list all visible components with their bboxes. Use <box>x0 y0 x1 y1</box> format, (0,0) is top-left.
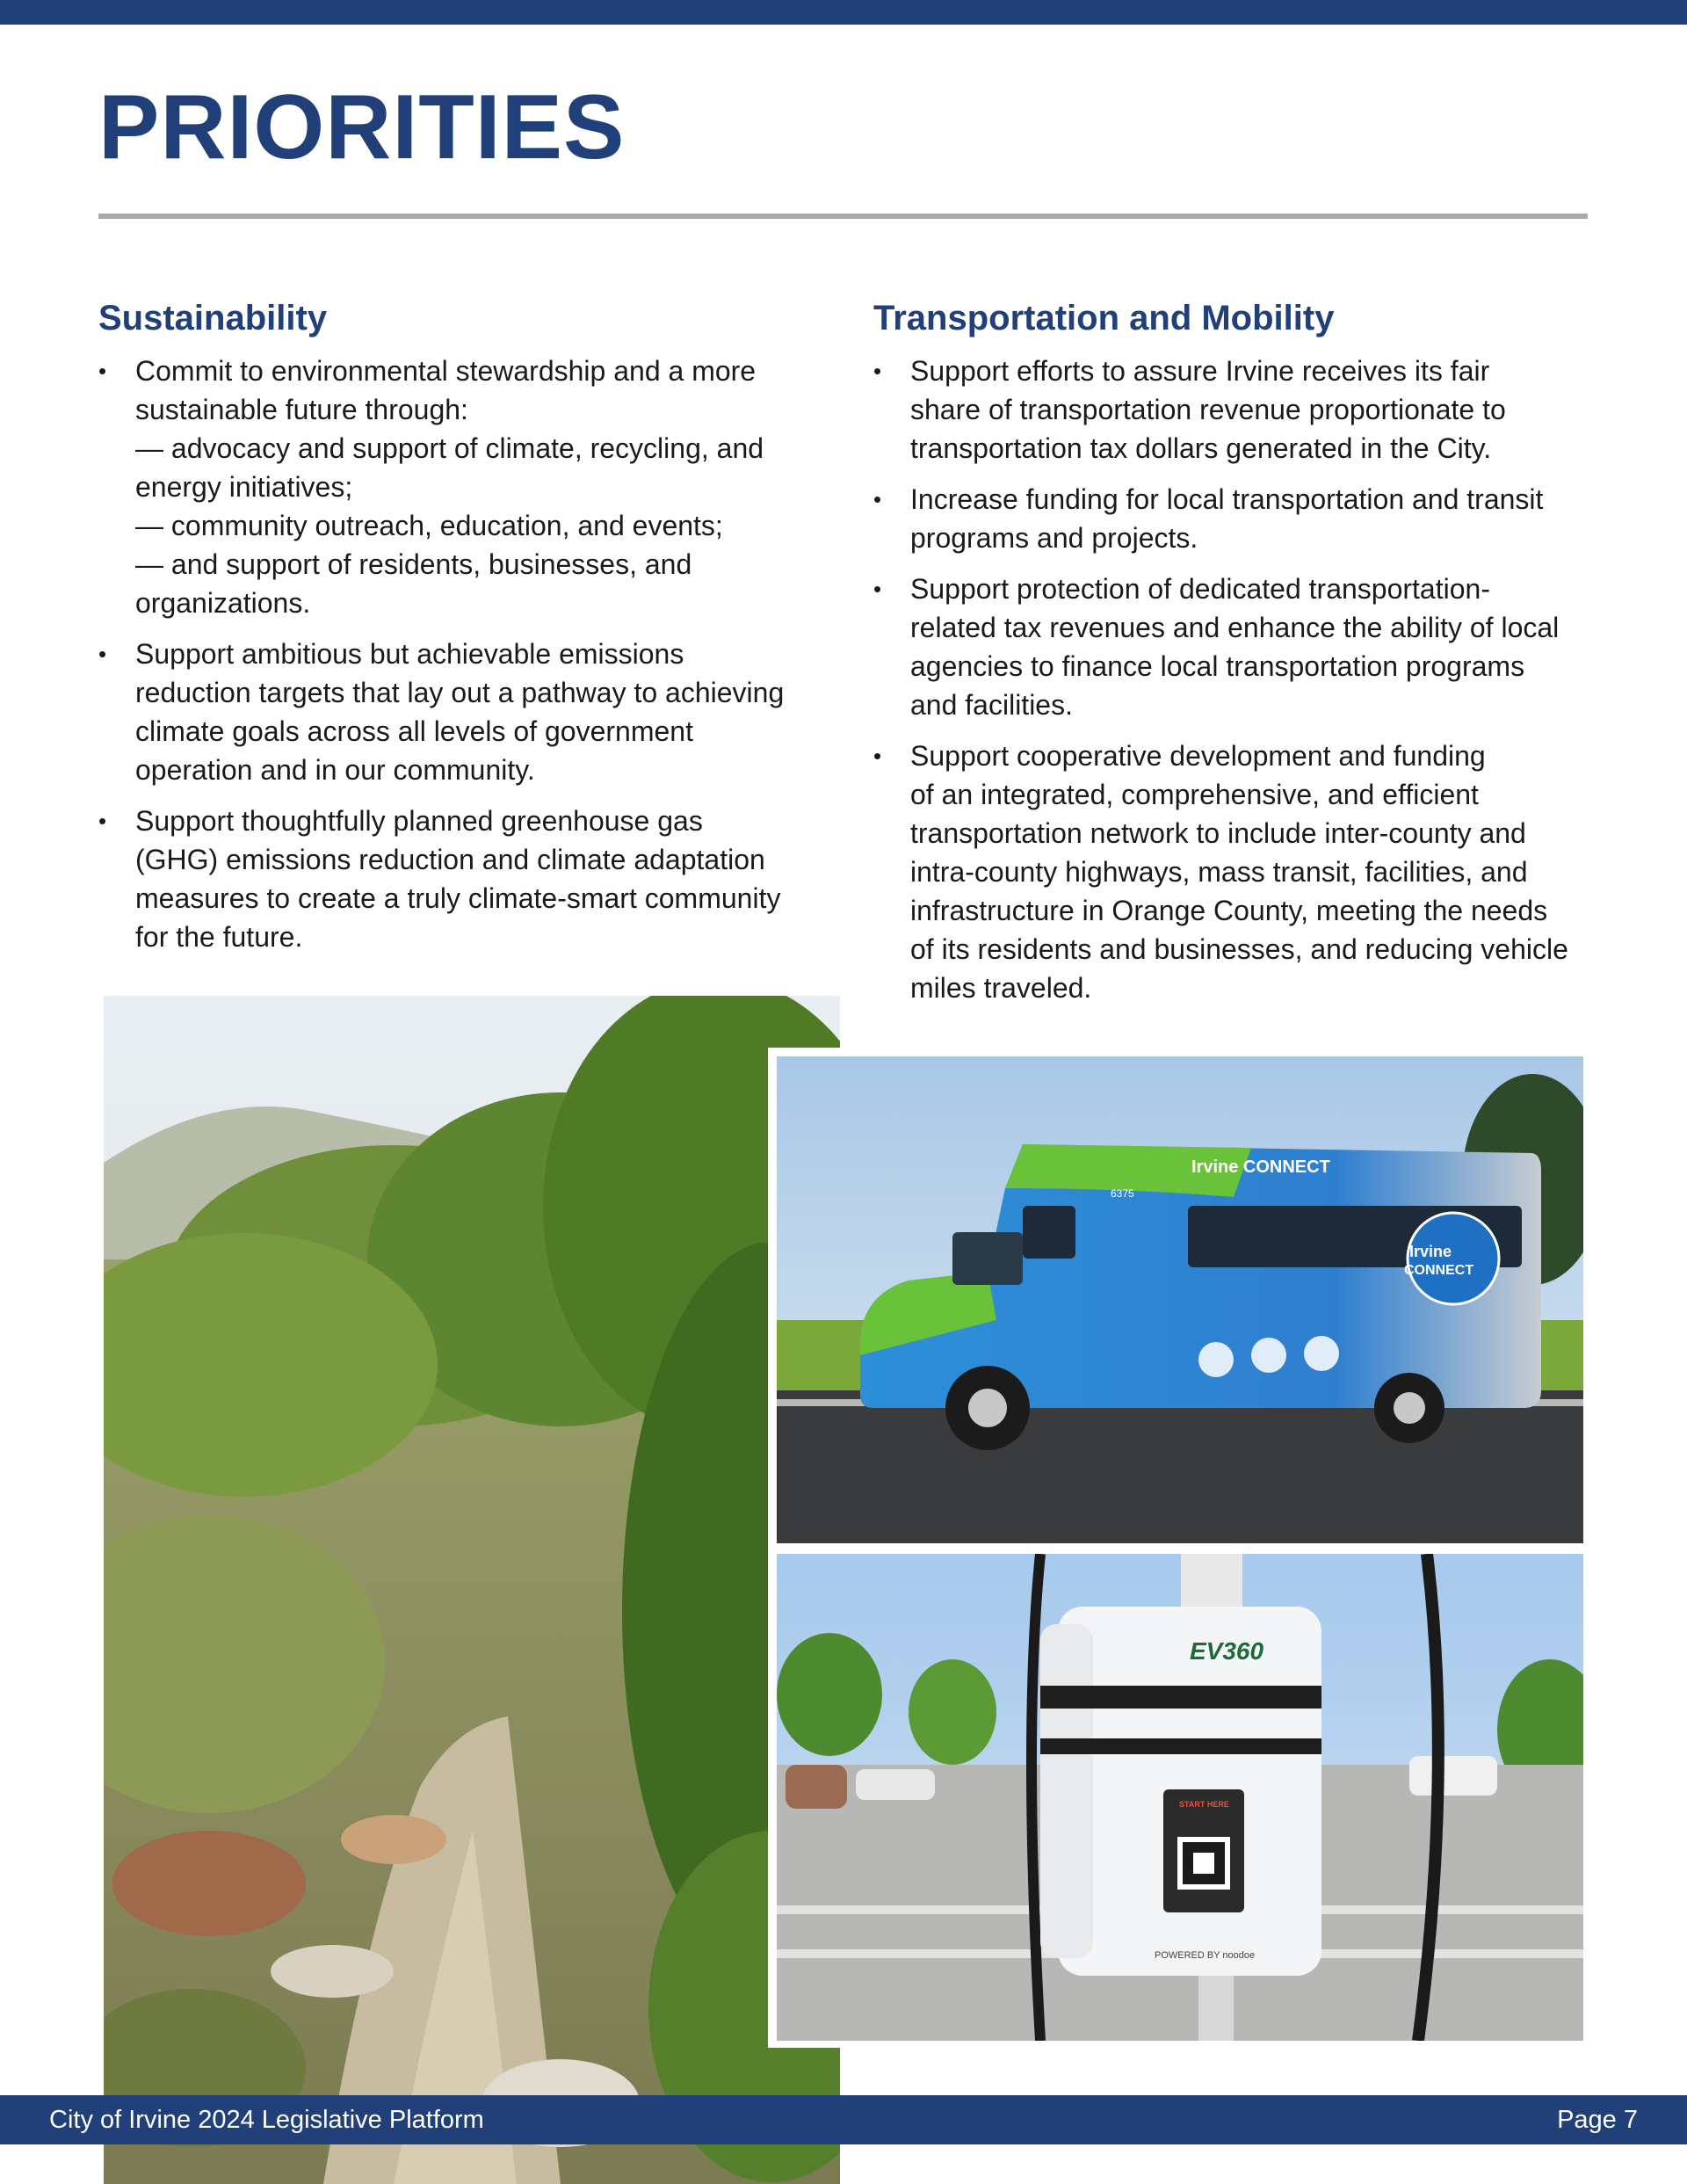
list-item <box>873 736 1585 1007</box>
bullet-text-line: agencies to finance local transportation programs <box>910 650 1525 682</box>
list-item <box>873 352 1585 468</box>
bullet-text-line: — community outreach, education, and events; <box>135 510 723 541</box>
bus-side-brand-2: CONNECT <box>1404 1263 1474 1278</box>
bullet-text-line: miles traveled. <box>910 972 1092 1004</box>
bullet-text-line: Support thoughtfully planned greenhouse gas <box>135 805 703 837</box>
irvine-connect-bus-photo <box>777 1056 1583 1543</box>
bullet-text-line: — advocacy and support of climate, recycling, and <box>135 432 764 464</box>
bullet-marker: • <box>98 358 107 384</box>
sustainability-heading: Sustainability <box>98 299 328 337</box>
bus-side-brand-1: Irvine <box>1409 1243 1452 1260</box>
bullet-text-line: for the future. <box>135 921 303 953</box>
list-item <box>98 802 810 956</box>
top-accent-bar <box>0 0 1687 25</box>
bullet-text-line: transportation network to include inter-county and <box>910 817 1526 849</box>
bullet-marker: • <box>98 808 107 834</box>
bullet-text-line: Support efforts to assure Irvine receives its fair <box>910 355 1490 387</box>
bullet-text-line: measures to create a truly climate-smart community <box>135 882 781 914</box>
list-item <box>873 570 1585 724</box>
bullet-marker: • <box>98 641 107 667</box>
bullet-text-line: Increase funding for local transportation and transit <box>910 483 1544 515</box>
bullet-marker: • <box>873 743 882 769</box>
bullet-text-line: operation and in our community. <box>135 754 535 786</box>
bullet-marker: • <box>873 358 882 384</box>
transportation-heading: Transportation and Mobility <box>873 299 1335 337</box>
transportation-list <box>873 352 1585 1007</box>
list-item <box>98 352 810 622</box>
bullet-text-line: intra-county highways, mass transit, facilities, and <box>910 856 1528 888</box>
bullet-marker: • <box>873 486 882 512</box>
bullet-text-line: reduction targets that lay out a pathway to achieving <box>135 677 785 708</box>
page-title: PRIORITIES <box>98 76 626 178</box>
footer-document-title: City of Irvine 2024 Legislative Platform <box>49 2106 484 2134</box>
bus-number-label: 6375 <box>1111 1187 1134 1200</box>
bullet-text-line: transportation tax dollars generated in the City. <box>910 432 1492 464</box>
title-divider <box>98 214 1588 219</box>
ev-start-label: START HERE <box>1179 1800 1229 1809</box>
bullet-text-line: of its residents and businesses, and reducing vehicle <box>910 933 1568 965</box>
ev-powered-label: POWERED BY noodoe <box>1155 1950 1256 1961</box>
sustainability-list <box>98 352 810 956</box>
bullet-text-line: of an integrated, comprehensive, and efficient <box>910 779 1479 810</box>
ev-brand-label: EV360 <box>1190 1637 1264 1665</box>
bullet-text-line: infrastructure in Orange County, meeting the needs <box>910 895 1548 926</box>
bullet-text-line: related tax revenues and enhance the ability of local <box>910 612 1560 643</box>
bus-brand-label: Irvine CONNECT <box>1191 1157 1330 1177</box>
bullet-text-line: Support ambitious but achievable emissions <box>135 638 684 670</box>
bullet-text-line: Support cooperative development and funding <box>910 740 1486 772</box>
bullet-text-line: (GHG) emissions reduction and climate adaptation <box>135 844 765 875</box>
garden-path-photo <box>104 996 840 2184</box>
bullet-text-line: organizations. <box>135 587 311 619</box>
footer-page-number: Page 7 <box>1557 2106 1638 2134</box>
bullet-text-line: share of transportation revenue proportionate to <box>910 394 1506 425</box>
sustainability-section <box>98 294 810 969</box>
bullet-text-line: energy initiatives; <box>135 471 353 503</box>
bullet-text-line: Support protection of dedicated transportation- <box>910 573 1490 605</box>
list-item <box>98 635 810 789</box>
ev-charger-photo <box>777 1554 1583 2041</box>
bullet-text-line: — and support of residents, businesses, and <box>135 548 692 580</box>
transportation-section <box>873 294 1585 1019</box>
bullet-text-line: sustainable future through: <box>135 394 468 425</box>
bullet-text-line: and facilities. <box>910 689 1073 721</box>
list-item <box>873 480 1585 557</box>
bullet-text-line: Commit to environmental stewardship and a more <box>135 355 757 387</box>
bullet-text-line: programs and projects. <box>910 522 1198 554</box>
bullet-marker: • <box>873 576 882 602</box>
bullet-text-line: climate goals across all levels of government <box>135 715 693 747</box>
